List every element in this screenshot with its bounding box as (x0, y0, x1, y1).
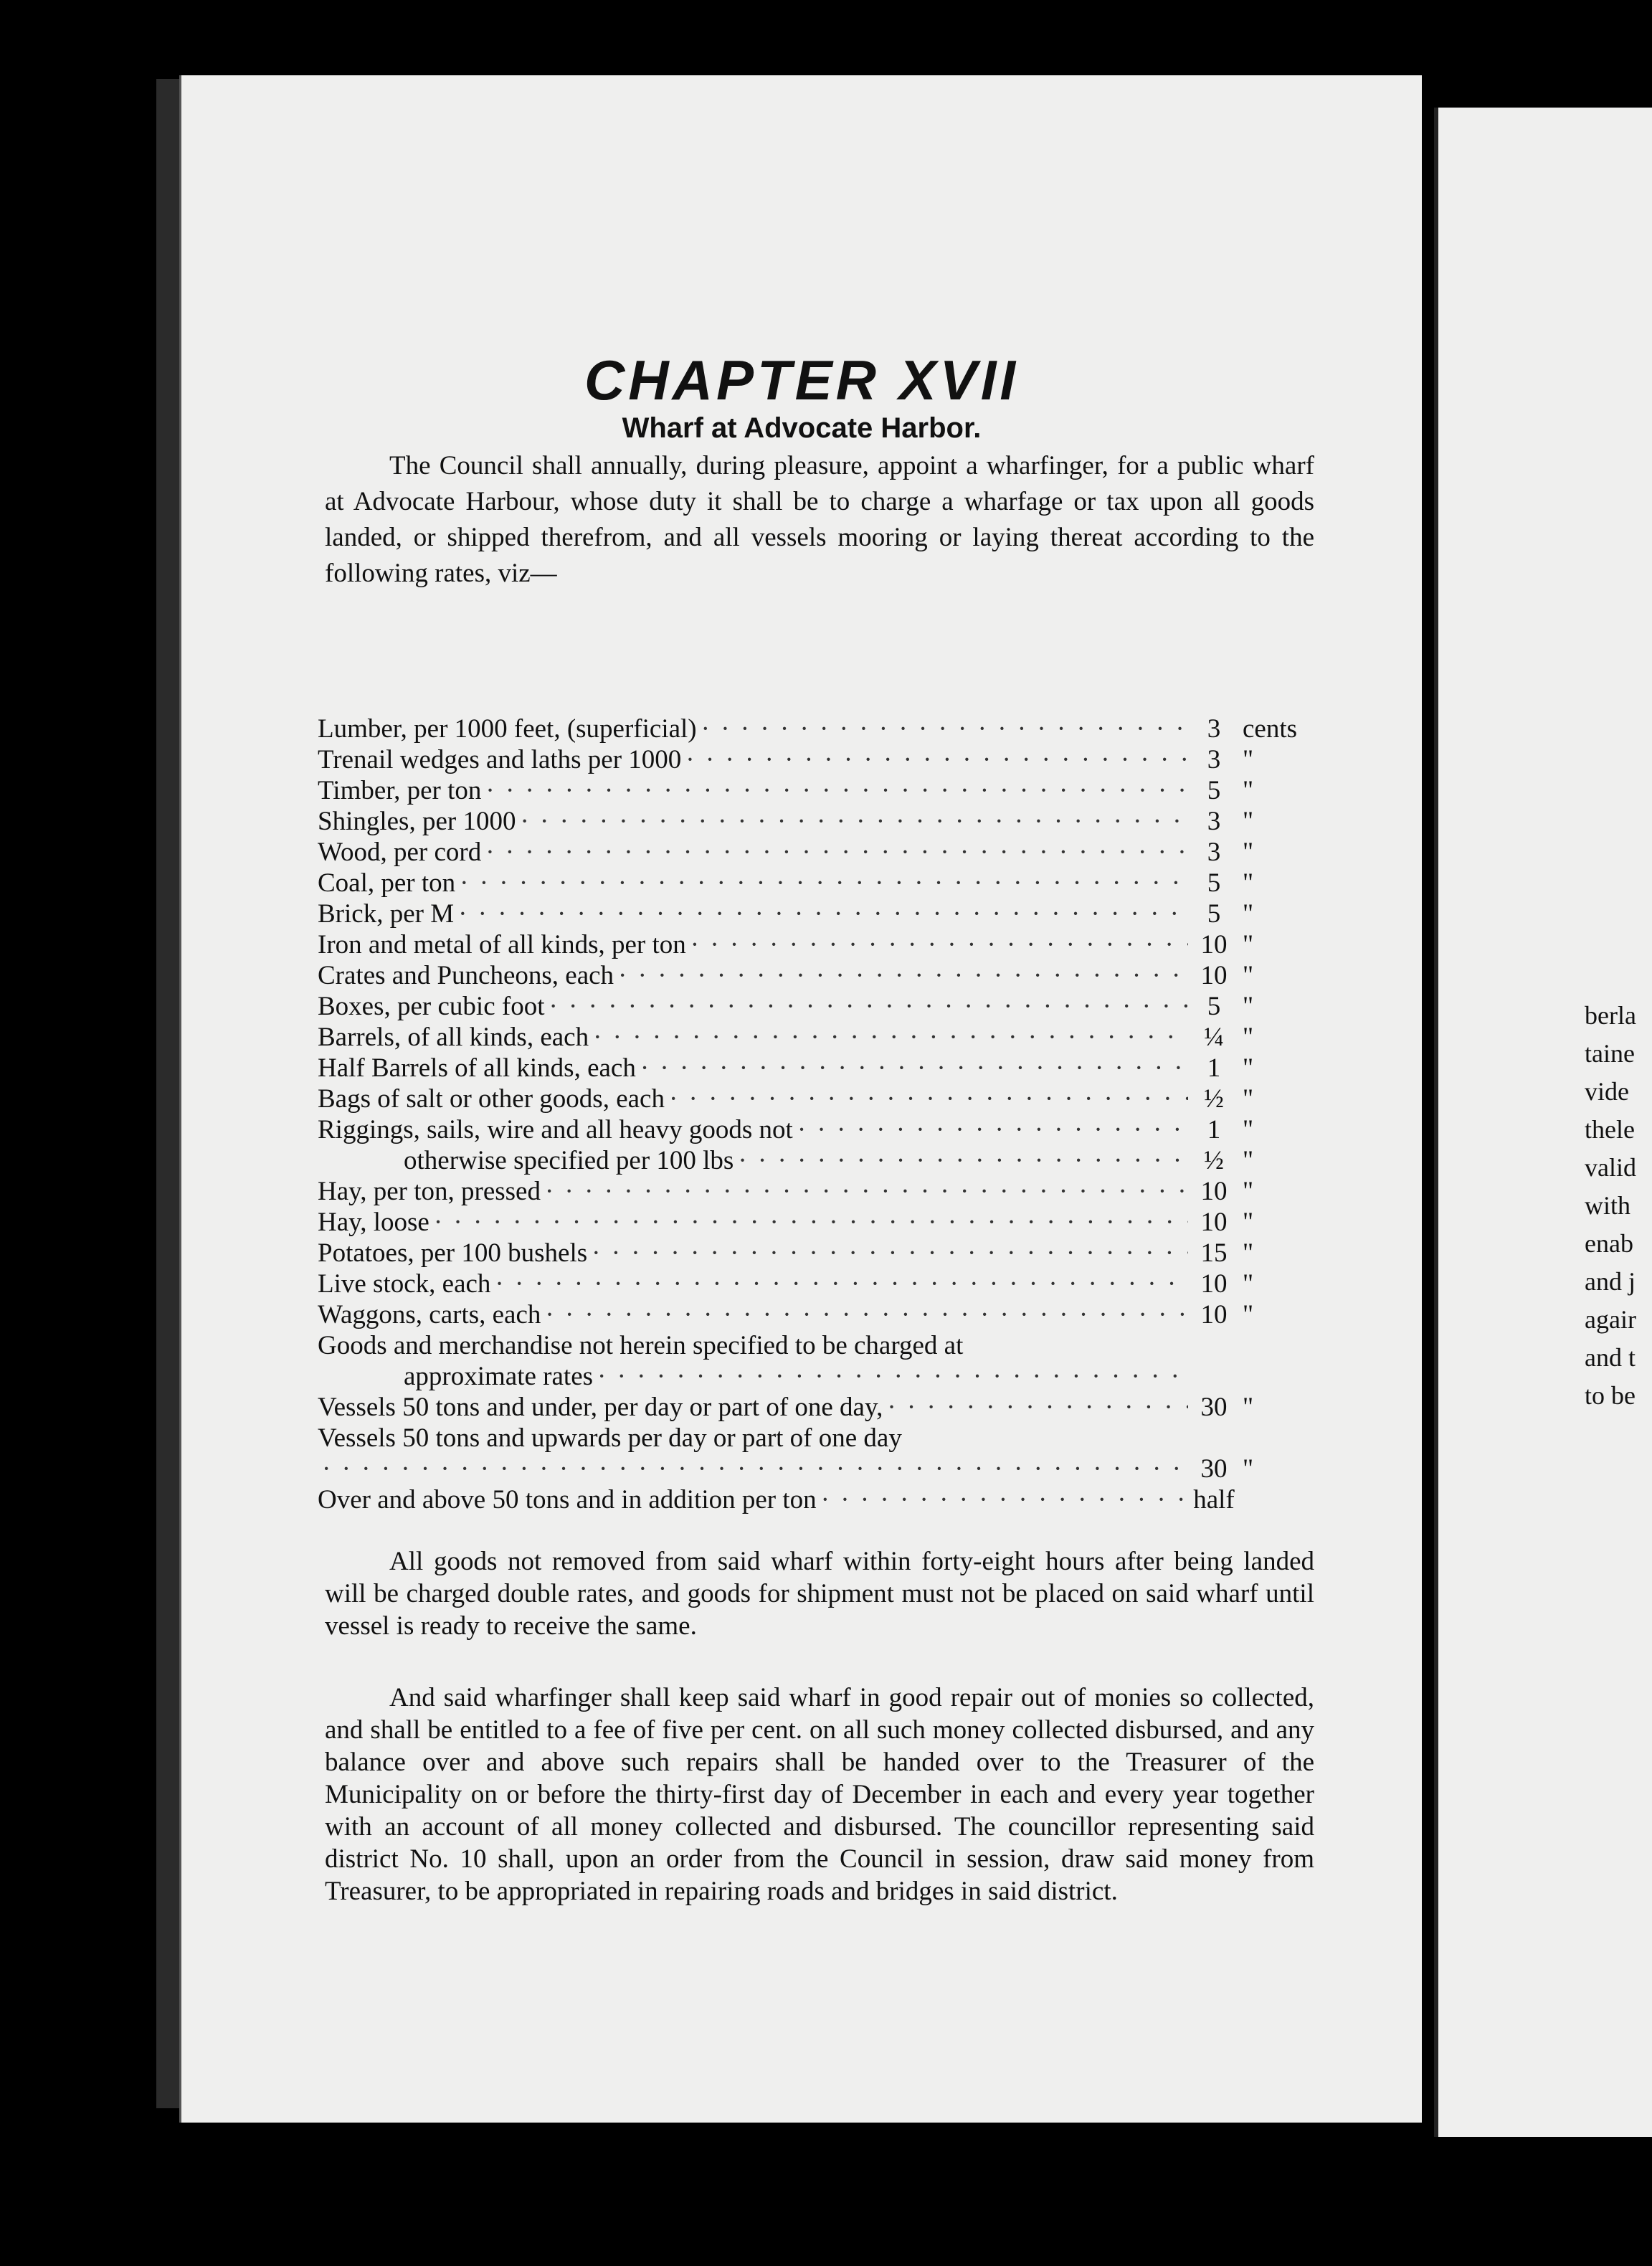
rate-label: Boxes, per cubic foot (318, 992, 545, 1021)
rate-value: 5 (1207, 992, 1221, 1021)
rate-unit: " (1243, 1115, 1254, 1144)
rate-value: 1 (1207, 1053, 1221, 1083)
rate-unit: " (1243, 992, 1254, 1021)
rate-value: 1 (1207, 1115, 1221, 1144)
rate-unit: " (1243, 1208, 1254, 1237)
rate-label: Barrels, of all kinds, each (318, 1023, 589, 1052)
rate-label: Vessels 50 tons and under, per day or part of one day, (318, 1393, 883, 1422)
paragraph-goods (325, 1545, 1314, 1642)
rate-value: 3 (1207, 745, 1221, 774)
rate-label: Coal, per ton (318, 868, 456, 898)
rate-unit: " (1243, 838, 1254, 867)
right-fragment: and j (1585, 1267, 1636, 1296)
rate-row (318, 1114, 1336, 1145)
intro-text: The Council shall annually, during pleasure, appoint a wharfinger, for a public wharf at Advocate Harbour, whose duty it shall be to charge a wharfage or tax upon all goods landed, or shipped therefrom, and all vessels mooring or laying thereat according to the following rates, viz— (325, 451, 1314, 588)
rate-value: 10 (1200, 1300, 1228, 1329)
right-fragment: vide (1585, 1077, 1629, 1106)
rate-label: Half Barrels of all kinds, each (318, 1053, 636, 1083)
rate-label: Hay, per ton, pressed (318, 1177, 541, 1206)
book-spine (156, 79, 181, 2108)
rate-label: approximate rates (404, 1362, 594, 1391)
rate-row (318, 1361, 1336, 1392)
rate-value: ½ (1204, 1084, 1224, 1114)
rate-row (318, 744, 1336, 775)
rate-value: 10 (1200, 1208, 1228, 1237)
rate-row (318, 960, 1336, 991)
rate-row (318, 714, 1336, 744)
rate-unit: " (1243, 899, 1254, 929)
rate-value: 15 (1200, 1238, 1228, 1268)
right-fragment: valid (1585, 1153, 1636, 1182)
rate-row (318, 1145, 1336, 1176)
right-fragment: berla (1585, 1001, 1636, 1030)
rate-value: 10 (1200, 1269, 1228, 1299)
rate-unit: " (1243, 1146, 1254, 1175)
rate-value: 3 (1207, 838, 1221, 867)
rate-label: Bags of salt or other goods, each (318, 1084, 665, 1114)
rate-unit: " (1243, 930, 1254, 959)
rate-unit: " (1243, 1084, 1254, 1114)
rate-label: Shingles, per 1000 (318, 807, 516, 836)
rate-value: 5 (1207, 868, 1221, 898)
rate-label: Over and above 50 tons and in addition per ton (318, 1485, 817, 1514)
rate-label: Trenail wedges and laths per 1000 (318, 745, 682, 774)
rate-unit: " (1243, 961, 1254, 990)
rate-row (318, 1299, 1336, 1330)
rate-value: 10 (1200, 961, 1228, 990)
rate-unit: " (1243, 1454, 1254, 1484)
rate-label: Iron and metal of all kinds, per ton (318, 930, 686, 959)
rate-unit: " (1243, 745, 1254, 774)
rate-label: Potatoes, per 100 bushels (318, 1238, 588, 1268)
right-fragment: enab (1585, 1229, 1633, 1258)
rate-label: Vessels 50 tons and upwards per day or part of one day (318, 1423, 902, 1453)
rate-unit: " (1243, 1177, 1254, 1206)
rate-value: 30 (1200, 1454, 1228, 1484)
rate-value: 5 (1207, 776, 1221, 805)
rate-row (318, 899, 1336, 929)
rate-row (318, 1392, 1336, 1423)
rate-label: Crates and Puncheons, each (318, 961, 614, 990)
rate-unit: cents (1243, 714, 1298, 744)
rate-unit: " (1243, 1238, 1254, 1268)
rate-row (318, 1176, 1336, 1207)
paragraph-wharfinger-text: And said wharfinger shall keep said wharf in good repair out of monies so collected, and shall be entitled to a fee of five per cent. on all such money collected disbursed, and any balance over and above such repairs shall be handed over to the Treasurer of the Municipality on or before the thirty-first day of December in each and every year together with an account of all money collected and disbursed. The councillor representing said district No. 10 shall, upon an order from the Council in session, draw said money from Treasurer, to be appropriated in repairing roads and bridges in said district. (325, 1683, 1314, 1906)
right-page-text (1585, 997, 1636, 1415)
rate-row (318, 1053, 1336, 1084)
rate-label: Riggings, sails, wire and all heavy goods not (318, 1115, 793, 1144)
rate-label: Live stock, each (318, 1269, 491, 1299)
paragraph-goods-text: All goods not removed from said wharf within forty-eight hours after being landed will be charged double rates, and goods for shipment must not be placed on said wharf until vessel is ready to receive the same. (325, 1547, 1314, 1641)
rate-label: Lumber, per 1000 feet, (superficial) (318, 714, 697, 744)
paragraph-wharfinger (325, 1682, 1314, 1907)
right-fragment: and t (1585, 1343, 1636, 1372)
rate-row (318, 1238, 1336, 1269)
rate-label: otherwise specified per 100 lbs (404, 1146, 734, 1175)
rate-row (318, 1454, 1336, 1484)
right-fragment: taine (1585, 1039, 1635, 1068)
right-fragment: agair (1585, 1305, 1636, 1334)
rate-row (318, 1022, 1336, 1053)
rate-value: 5 (1207, 899, 1221, 929)
rate-value: 3 (1207, 807, 1221, 836)
rate-value: 30 (1200, 1393, 1228, 1422)
rate-unit: " (1243, 1023, 1254, 1052)
rate-row (318, 1423, 1336, 1454)
rate-row (318, 991, 1336, 1022)
rate-row (318, 1084, 1336, 1114)
intro-paragraph (325, 448, 1314, 592)
rate-label: Goods and merchandise not herein specified to be charged at (318, 1331, 964, 1360)
rate-row (318, 1269, 1336, 1299)
rate-row (318, 1484, 1336, 1515)
rate-value: ¼ (1204, 1023, 1224, 1052)
rate-value: half (1193, 1485, 1235, 1514)
rates-table (318, 714, 1336, 1515)
chapter-heading: CHAPTER XVII (584, 349, 1020, 412)
rate-row (318, 929, 1336, 960)
right-fragment: with (1585, 1191, 1631, 1220)
rate-unit: " (1243, 868, 1254, 898)
rate-row (318, 806, 1336, 837)
rate-value: 10 (1200, 1177, 1228, 1206)
rate-value: 10 (1200, 930, 1228, 959)
left-page (179, 75, 1422, 2123)
rate-unit: " (1243, 1053, 1254, 1083)
rate-unit: " (1243, 1393, 1254, 1422)
rate-unit: " (1243, 1300, 1254, 1329)
rate-label: Hay, loose (318, 1208, 429, 1237)
right-fragment: thele (1585, 1115, 1635, 1144)
rate-unit: " (1243, 807, 1254, 836)
rate-label: Wood, per cord (318, 838, 482, 867)
rate-row (318, 1207, 1336, 1238)
rate-row (318, 837, 1336, 868)
right-fragment: to be (1585, 1381, 1636, 1410)
rate-unit: " (1243, 776, 1254, 805)
rate-label: Brick, per M (318, 899, 455, 929)
rate-row (318, 1330, 1336, 1361)
rate-value: ½ (1204, 1146, 1224, 1175)
rate-unit: " (1243, 1269, 1254, 1299)
rate-value: 3 (1207, 714, 1221, 744)
section-subtitle: Wharf at Advocate Harbor. (622, 412, 982, 444)
rate-row (318, 868, 1336, 899)
rate-label: Waggons, carts, each (318, 1300, 541, 1329)
rate-row (318, 775, 1336, 806)
rate-label: Timber, per ton (318, 776, 482, 805)
